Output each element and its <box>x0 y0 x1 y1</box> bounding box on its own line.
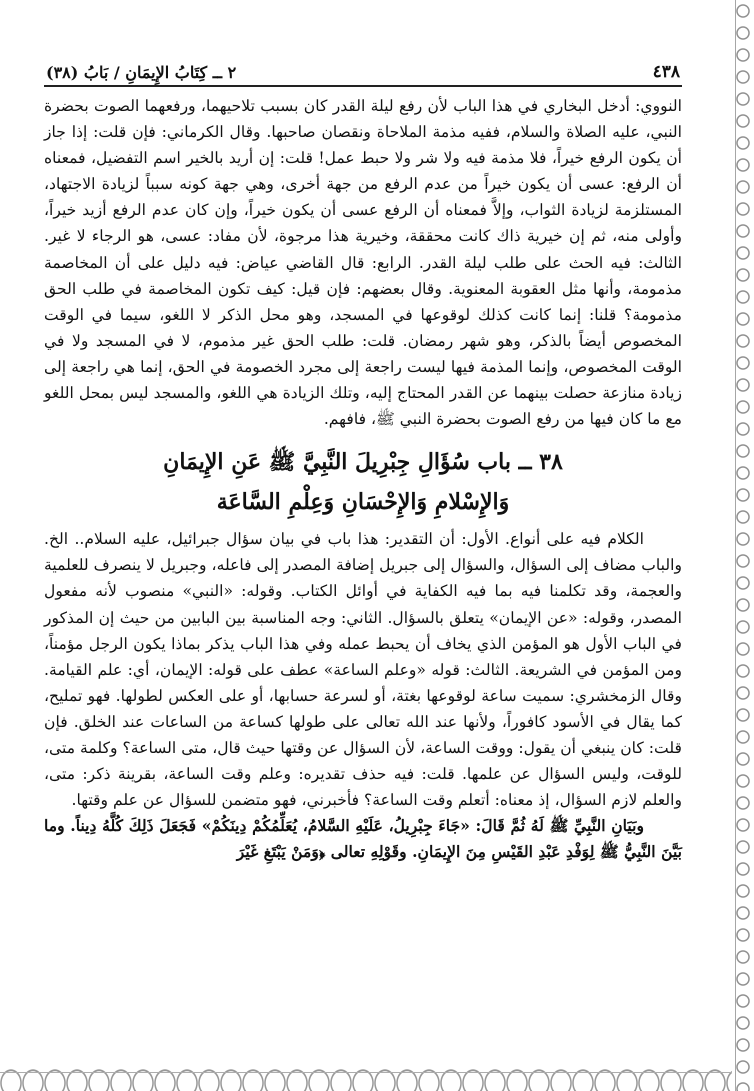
page-border-right <box>732 0 754 1091</box>
hadith-text-body: وبَيَانِ النَّبِيِّ ﷺ لَهُ ثُمَّ قَالَ: «جَاءَ جِبْرِيلُ، عَلَيْهِ السَّلامُ، يُعَلِّمُكُمْ دِينَكُمْ» فَجَعَلَ ذَلِكَ كُلَّهُ دِيناً. وما بَيَّنَ النَّبِيُّ ﷺ لِوَفْدِ عَبْدِ القَيْسِ مِنَ الإِيمَانِ. وقَوْلِهِ تعالى ﴿وَمَنْ يَبْتَغِ غَيْرَ <box>44 816 682 862</box>
chapter-heading <box>44 442 682 522</box>
chapter-heading-line-1: ٣٨ ــ باب سُؤَالِ جِبْرِيلَ النَّبِيَّ ﷺ عَنِ الإِيمَانِ <box>163 449 563 476</box>
commentary-paragraph: النووي: أدخل البخاري في هذا الباب لأن رفع ليلة القدر كان بسبب تلاحيهما، ورفعهما الصوت بحضرة النبي، عليه الصلاة والسلام، ففيه مذمة الملاحاة ونقصان صاحبها. وقال الكرماني: فإن قلت: إذا جاز أن يكون الرفع خيراً، فلا مذمة فيه ولا شر ولا حبط عمل! قلت: إن أريد بالخير اسم التفضيل، فمعناه أن الرفع: عسى أن يكون خيراً من عدم الرفع من جهة أخرى، وهي جهة كونه سبباً لزيادة الاجتهاد، المستلزمة لزيادة الثواب، وإلاَّ فمعناه أن الرفع عسى أن يكون خيراً، وإن كان عدم الرفع أزيد خيراً، وأولى منه، ثم إن خيرية ذاك كانت محققة، وخيرية هذا مرجوة، لأن مفاد: عسى، هو الرجاء لا غير. الثالث: فيه الحث على طلب ليلة القدر. الرابع: قال القاضي عياض: فيه دليل على أن المخاصمة مذمومة، وأنها مثل العقوبة المعنوية. وقال بعضهم: فإن قيل: كيف تكون المخاصمة في طلب الحق مذمومة؟ قلنا: إنما كانت كذلك لوقوعها في المسجد، وهو محل الذكر لا اللغو، سيما في الوقت المخصوص أيضاً بالذكر، وهو شهر رمضان. قلت: طلب الحق غير مذموم، لا في المسجد ولا في الوقت المخصوص، وإنما المذمة فيها ليست راجعة إلى مجرد الخصومة في الحق، إنما هي راجعة إلى زيادة منازعة حصلت بينهما عن القدر المحتاج إليه، وتلك الزيادة هي اللغو، والمسجد ليس بمحل اللغو مع ما كان فيها من رفع الصوت بحضرة النبي ﷺ، فافهم. <box>44 97 683 429</box>
commentary-paragraph-2 <box>44 526 682 813</box>
book-page <box>44 54 682 1064</box>
chapter-heading-line-2: وَالإِسْلامِ وَالإِحْسَانِ وَعِلْمِ السَّاعَة <box>216 489 510 516</box>
running-title: ٢ ــ كِتَابُ الإِيمَانِ / بَابُ (٣٨) <box>46 63 237 82</box>
page-header <box>44 54 682 87</box>
page-number: ٤٣٨ <box>652 62 680 82</box>
commentary-paragraph-2-text: الكلام فيه على أنواع. الأول: أن التقدير: هذا باب في بيان سؤال جبرائيل، عليه السلام.. الخ. والباب مضاف إلى السؤال، والسؤال إلى جبريل إضافة المصدر إلى فاعله، وجبريل لا ينصرف للعلمية والعجمة، وقد تكلمنا فيه بما فيه الكفاية في أوائل الكتاب. وقوله: «النبي» منصوب لأنه مفعول المصدر، وقوله: «عن الإيمان» يتعلق بالسؤال. الثاني: وجه المناسبة بين البابين من حيث إن المذكور في الباب الأول هو المؤمن الذي يخاف أن يحبط عمله وفي هذا الباب يذكر بماذا يكون الرجل مؤمناً، ومن المؤمن في الشريعة. الثالث: قوله «وعلم الساعة» عطف على قوله: الإيمان، أي: علم القيامة. وقال الزمخشري: سميت ساعة لوقوعها بغتة، أو لسرعة حسابها، أو على العكس لطولها. فهو تمليح، كما يقال في الأسود كافوراً، ولأنها عند الله تعالى على طولها كساعة من الساعات عند الخلق. فإن قلت: كان ينبغي أن يقول: ووقت الساعة، لأن السؤال عن وقتها حيث قال، متى الساعة؟ وكلمة متى، للوقت، وليس السؤال عن علمها. قلت: فيه حذف تقديره: وعلم وقت الساعة، بقرينة ذكر: متى، والعلم لازم السؤال، إذ معناه: أتعلم وقت الساعة؟ فأخبرني، فهو متضمن للسؤال عن علم وقتها. <box>44 530 682 810</box>
page-border-bottom <box>0 1069 732 1091</box>
hadith-text <box>44 813 682 865</box>
